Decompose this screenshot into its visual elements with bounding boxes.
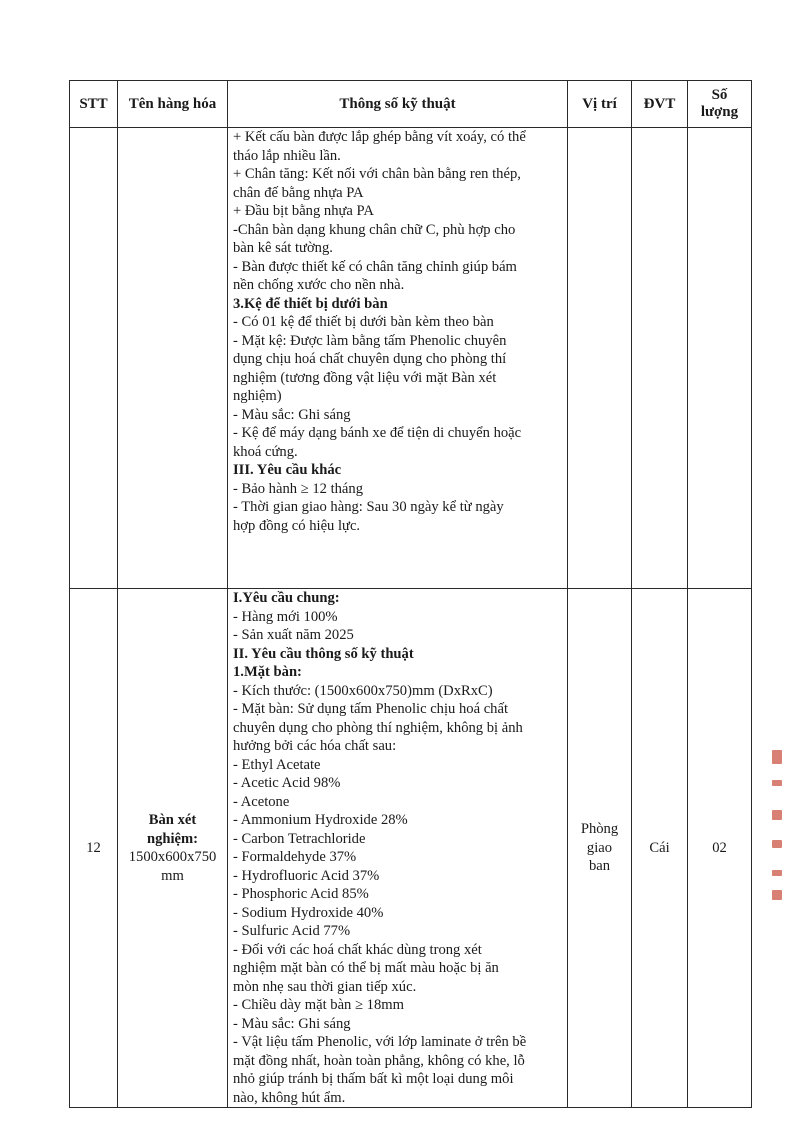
row2-qty-cell: 02 (688, 589, 752, 1108)
spec-line: - Hydrofluoric Acid 37% (233, 867, 380, 884)
spec-line: - Formaldehyde 37% (233, 849, 357, 865)
row2-unit-cell: Cái (632, 589, 688, 1108)
spec-line: - Sản xuất năm 2025 (233, 627, 354, 643)
stamp-mark (772, 750, 782, 764)
row1-unit-cell (632, 128, 688, 589)
spec-line: dụng chịu hoá chất chuyên dụng cho phòng thí (233, 351, 507, 367)
header-item-name: Tên hàng hóa (118, 81, 228, 128)
spec-line: - Acetic Acid 98% (233, 775, 341, 791)
spec-line: - Bàn được thiết kế có chân tăng chỉnh giúp bám (233, 258, 517, 275)
spec-line: - Kệ để máy dạng bánh xe để tiện di chuyển hoặc (233, 425, 522, 441)
stamp-mark (772, 780, 782, 786)
spec-line: - Sodium Hydroxide 40% (233, 904, 384, 921)
spec-line: - Acetone (233, 793, 290, 810)
table-row (70, 589, 752, 1108)
item-name-line3: 1500x600x750 (128, 849, 217, 865)
item-name-line4: mm (161, 867, 184, 884)
spec-line: - Ammonium Hydroxide 28% (233, 812, 408, 828)
spec-line: - Kích thước: (1500x600x750)mm (DxRxC) (233, 682, 493, 699)
spec-line: mặt đồng nhất, hoàn toàn phẳng, không có khe, lỗ (233, 1052, 525, 1069)
spec-line: - Sulfuric Acid 77% (233, 923, 351, 939)
header-quantity-line2: lượng (700, 104, 739, 120)
row2-stt-cell: 12 (70, 589, 118, 1108)
row1-spec-cell (228, 128, 568, 589)
header-unit: ĐVT (632, 81, 688, 128)
spec-line: tháo lắp nhiều lần. (233, 147, 341, 164)
spec-line: hợp đồng có hiệu lực. (233, 517, 361, 534)
item-name-line1: Bàn xét (148, 812, 197, 828)
spec-line: - Bảo hành ≥ 12 tháng (233, 480, 364, 497)
stamp-mark (772, 840, 782, 848)
spec-line: 1.Mặt bàn: (233, 664, 302, 680)
spec-line: - Vật liệu tấm Phenolic, với lớp laminate ở trên bề (233, 1034, 527, 1050)
spec-line: chuyên dụng cho phòng thí nghiệm, không bị ảnh (233, 719, 523, 736)
table-row (70, 128, 752, 589)
position-line3: ban (588, 858, 611, 875)
spec-line: + Chân tăng: Kết nối với chân bàn bằng ren thép, (233, 166, 521, 182)
spec-line: - Mặt kệ: Được làm bằng tấm Phenolic chuyên (233, 332, 507, 349)
row1-name-cell (118, 128, 228, 589)
spec-line: - Màu sắc: Ghi sáng (233, 1015, 351, 1032)
stamp-mark (772, 870, 782, 876)
row2-spec-cell (228, 589, 568, 1108)
spec-line: - Carbon Tetrachloride (233, 830, 366, 847)
spec-line: + Kết cấu bàn được lắp ghép bằng vít xoáy, có thể (233, 129, 526, 145)
spec-line: - Hàng mới 100% (233, 608, 338, 625)
specification-table (69, 80, 752, 1108)
row2-spec-lines (233, 589, 561, 1107)
spec-line: 3.Kệ để thiết bị dưới bàn (233, 295, 388, 312)
spec-line: - Có 01 kệ để thiết bị dưới bàn kèm theo bàn (233, 314, 494, 330)
spec-line: hưởng bởi các hóa chất sau: (233, 738, 397, 754)
spec-line: - Phosphoric Acid 85% (233, 886, 369, 902)
spec-line: mòn nhẹ sau thời gian tiếp xúc. (233, 978, 417, 995)
margin-stamp-marks (772, 740, 786, 1060)
spec-line: nghiệm mặt bàn có thể bị mất màu hoặc bị ăn (233, 960, 499, 976)
row1-stt-cell (70, 128, 118, 589)
spec-line: - Đối với các hoá chất khác dùng trong xét (233, 941, 482, 958)
header-quantity (688, 81, 752, 128)
spec-line: nhỏ giúp tránh bị thấm bất kì một loại dung môi (233, 1071, 514, 1087)
spec-line: - Mặt bàn: Sử dụng tấm Phenolic chịu hoá chất (233, 701, 509, 717)
spec-line: - Thời gian giao hàng: Sau 30 ngày kể từ ngày (233, 499, 504, 515)
spec-line: nào, không hút ẩm. (233, 1089, 346, 1106)
item-name-line2: nghiệm: (146, 830, 199, 847)
spec-line: nền chống xước cho nền nhà. (233, 277, 405, 293)
spec-line: nghiệm) (233, 388, 282, 404)
spec-line: - Ethyl Acetate (233, 756, 321, 773)
stamp-mark (772, 810, 782, 820)
header-position: Vị trí (568, 81, 632, 128)
spec-line: -Chân bàn dạng khung chân chữ C, phù hợp cho (233, 221, 516, 238)
table-header-row (70, 81, 752, 128)
spec-line: - Màu sắc: Ghi sáng (233, 406, 351, 423)
spec-line: + Đầu bịt bằng nhựa PA (233, 203, 374, 219)
spec-line: III. Yêu cầu khác (233, 462, 342, 478)
stamp-mark (772, 890, 782, 900)
spec-line: khoá cứng. (233, 443, 298, 460)
spec-line: chân đế bằng nhựa PA (233, 184, 364, 201)
spec-line: - Chiều dày mặt bàn ≥ 18mm (233, 997, 404, 1013)
spec-line: II. Yêu cầu thông số kỹ thuật (233, 645, 414, 662)
row1-qty-cell (688, 128, 752, 589)
position-line2: giao (586, 839, 613, 856)
header-specification: Thông số kỹ thuật (228, 81, 568, 128)
row1-position-cell (568, 128, 632, 589)
row2-name-cell (118, 589, 228, 1108)
position-line1: Phòng (580, 821, 619, 838)
spec-line: bàn kê sát tường. (233, 240, 333, 256)
header-quantity-line1: Số (711, 87, 728, 103)
spec-line: nghiệm (tương đồng vật liệu với mặt Bàn xét (233, 369, 497, 386)
row2-position-cell (568, 589, 632, 1108)
spec-line: I.Yêu cầu chung: (233, 590, 340, 606)
header-stt: STT (70, 81, 118, 128)
row1-spec-lines (233, 128, 561, 535)
